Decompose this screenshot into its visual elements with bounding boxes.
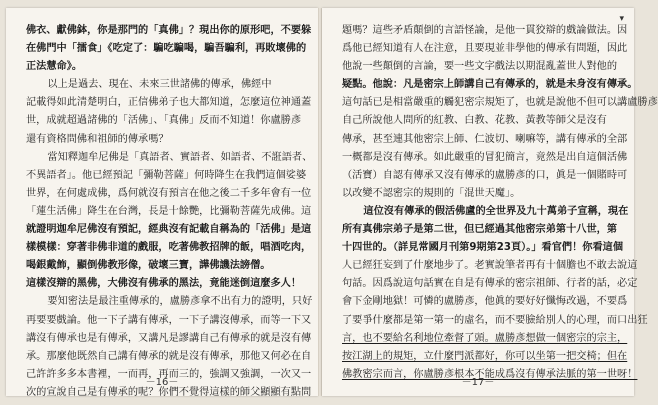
text-line: 次的宣說自己是有傳承的呢？你們不覺得這樣的師父顯顯有點問 — [26, 386, 312, 398]
text-line: 這樣沒辯的黑佛，大佛沒有佛承的黑法，竟能迷倒這麼多人！ — [26, 278, 302, 290]
text-line: 以改變不認密宗的規則的「混世天魔」。 — [342, 187, 521, 199]
text-line: 這位沒有傳承的假活佛盧的全世界及九十萬弟子宣稱，現在 — [363, 205, 629, 217]
text-line: 講沒有傳承也是有傳承，又講凡是謬講自己有傳承的就是沒有傳 — [26, 332, 312, 344]
text-line: 所有真佛宗弟子是第二世，但已經過其他密宗弟第十八世，第 — [342, 224, 618, 236]
text-line: 「蓮生活佛」降生在台灣，長是十餘艷，比彌勒菩薩先成佛。這 — [26, 205, 312, 217]
text-line: 按江湖上的規矩，立什麼門派都好，你可以坐第一把交椅；但在 — [342, 350, 628, 362]
text-line: 疑點。他說：凡是密宗上師講自己有傳承的，就是未身沒有傳承。 — [342, 79, 638, 91]
left-page-text — [26, 22, 313, 402]
text-line: 他說一些顛倒的言論，要一些文字戲法以期混亂蓋世人對他的 — [342, 61, 618, 73]
text-line: 了要爭什麼都是第一第一的虛名，而不要臉給別人的心理，而口出狂 — [342, 314, 648, 326]
right-page — [322, 8, 658, 396]
text-line: 世界，在何處成佛，爲何就沒有預言在他之後二千多年會有一位 — [26, 187, 312, 199]
left-page-number: －16－ — [145, 377, 179, 388]
text-line: 題嗎？這些矛盾顛倒的言語怪論，是他一貫狡辯的戲論做法。因 — [342, 25, 628, 36]
left-page — [6, 8, 318, 396]
corner-mark: ▾ — [619, 14, 624, 24]
text-line: 佛衣、獻佛鉢，你是那門的「真佛」？現出你的原形吧，不要躲 — [26, 25, 312, 36]
text-line: 傳承，甚至連其他密宗上師、仁波切、喇嘛等，講有傳承的全部 — [342, 133, 628, 145]
text-line: （活寶）自認有傳承又沒有傳承的盧勝彥的口，眞是一個賭時可 — [342, 169, 628, 181]
text-line: 爲他已經知道有人在注意，且要現並非學他的傳承有問題，因此 — [342, 43, 628, 55]
text-line: 十四世的。（詳見常國月刊第9期第23頁）。」看官們！你看這個 — [342, 242, 624, 254]
text-line: 不異語者」。他已經預記「彌勒菩薩」何時降生在我們這個娑婆 — [26, 169, 307, 181]
right-page-text — [342, 22, 658, 384]
text-line: 一概都是沒有傳承。如此嚴重的冒犯簡言，竟然是出自這個活佛 — [342, 151, 628, 163]
text-line: 正法慧命》。 — [26, 61, 83, 73]
text-line: 會下金剛地獄！可憐的盧勝彥，他眞的要好好懺悔改過，不要爲 — [342, 296, 628, 308]
text-line: 承。那麼他既然自己講有傳承的就是沒有傳承，那他又何必在自 — [26, 350, 312, 362]
text-line: 這句話已是相當嚴重的觸犯密宗規矩了，也就是說他不但可以講盧勝彥 — [342, 97, 658, 109]
text-line: 樣模樣：穿著非佛非道的戲服，吃著佛教招牌的飯，唱酒吃肉， — [26, 242, 312, 254]
text-line: 在佛門中「擂食」《吃定了：騙吃騙喝，騙吾騙利，再敗壞佛的 — [26, 43, 307, 55]
text-line: 世，成就超過諸佛的「活佛」、「真佛」反而不知道！你盧勝彥 — [26, 115, 302, 127]
text-line: 要知密法是最注重傳承的，盧勝彥拿不出有力的證明，只好 — [47, 296, 313, 308]
text-line: 再要要戲論。他一下子講有傳承，一下子講沒傳承，而等一下又 — [26, 314, 312, 326]
text-line: 當知釋迦牟尼佛是「真語者、實語者、如語者、不誑語者、 — [47, 151, 313, 163]
text-line: 記載得如此清楚明白，正信佛弟子也大都知道，怎麼這位神通蓋 — [26, 97, 312, 109]
text-line: 就證明迦牟尼佛沒有預記，經典沒有記載自稱為的「活佛」是這 — [26, 224, 312, 236]
text-line: 自己所說他人問所的紅教、白教、花教、黃教等師父是沒有 — [342, 115, 607, 127]
text-line: 句話。因爲說這句話實在自是有傳承的密宗祖師、行者的話，必定 — [342, 278, 638, 290]
text-line: 還有資格問佛和祖師的傳承嗎？ — [26, 133, 169, 145]
text-line: 己許許多多本書裡，一而再，再而三的，強調又強調，一次又一 — [26, 368, 312, 380]
text-line: 喝銀戴飾，顯倒佛教形像，破壞三寶，譁佛譏法謗僧。 — [26, 260, 271, 272]
text-line: 以上是過去、現在、未來三世諸佛的傳承，佛經中 — [47, 79, 272, 91]
text-line: 言，也不要給名利地位牽督了頭。盧勝彥想做一個密宗的宗主， — [342, 332, 628, 344]
right-page-number: －17－ — [461, 377, 495, 388]
text-line: 佛教密宗而言，你盧勝彥根本不能成爲沒有傳承法脈的第一世呀！ — [342, 368, 638, 380]
text-line: 人已經狂妄到了什麼地步了。老實說筆者再有十個膽也不敢去說這 — [342, 260, 638, 272]
